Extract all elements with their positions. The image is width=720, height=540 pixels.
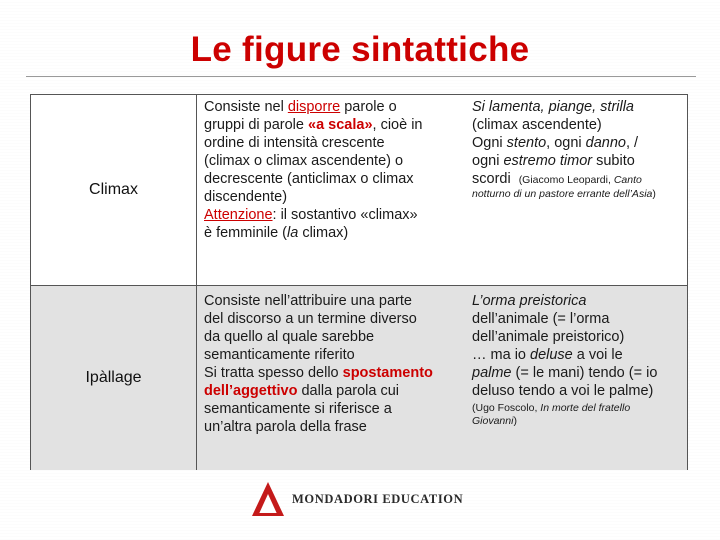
def-line bbox=[204, 224, 460, 242]
text: , / bbox=[626, 135, 639, 151]
source-citation bbox=[472, 415, 683, 428]
example-line: Si lamenta, piange, strilla bbox=[472, 99, 634, 115]
figures-table bbox=[30, 94, 688, 470]
term-cell bbox=[31, 95, 196, 285]
example-cell bbox=[466, 95, 687, 285]
text: subito bbox=[592, 153, 635, 169]
term-cell bbox=[31, 286, 196, 470]
italic-text: In morte del fratello bbox=[540, 402, 631, 414]
text: gruppi di parole bbox=[204, 117, 308, 133]
example-cell bbox=[466, 286, 687, 470]
text: (Giacomo Leopardi, bbox=[518, 174, 614, 186]
example-line bbox=[472, 134, 683, 152]
def-line: da quello al quale sarebbe bbox=[204, 329, 375, 345]
italic-text: danno bbox=[585, 135, 626, 151]
highlight: Attenzione bbox=[204, 207, 273, 223]
title-divider bbox=[26, 76, 696, 77]
example-line bbox=[472, 152, 683, 170]
example-line: dell’animale preistorico) bbox=[472, 329, 625, 345]
text: è femminile ( bbox=[204, 225, 287, 241]
example-line bbox=[472, 346, 683, 364]
def-line: semanticamente riferito bbox=[204, 347, 355, 363]
text: (Ugo Foscolo, bbox=[472, 402, 541, 414]
source-citation bbox=[472, 188, 683, 201]
def-line: un’altra parola della frase bbox=[204, 419, 367, 435]
text: … ma io bbox=[472, 347, 531, 363]
source-citation bbox=[472, 402, 683, 415]
text: dalla parola cui bbox=[297, 383, 400, 399]
def-line: discendente) bbox=[204, 189, 288, 205]
table-row-climax bbox=[31, 95, 687, 285]
term-ipallage: Ipàllage bbox=[85, 369, 142, 386]
highlight: spostamento bbox=[342, 365, 433, 381]
italic-text: Canto bbox=[613, 174, 642, 186]
mondadori-rose-icon bbox=[248, 480, 288, 520]
text: ) bbox=[652, 188, 656, 200]
def-line: semanticamente si riferisce a bbox=[204, 401, 392, 417]
highlight: dell’aggettivo bbox=[204, 383, 298, 399]
def-line: Consiste nell’attribuire una parte bbox=[204, 293, 412, 309]
italic-text: palme bbox=[472, 365, 512, 381]
def-line: decrescente (anticlimax o climax bbox=[204, 171, 414, 187]
publisher-logo bbox=[248, 480, 478, 520]
text: Si tratta spesso dello bbox=[204, 365, 343, 381]
example-line bbox=[472, 364, 683, 382]
example-line: deluso tendo a voi le palme) bbox=[472, 383, 654, 399]
italic-text: estremo timor bbox=[503, 153, 593, 169]
text: : il sostantivo «climax» bbox=[272, 207, 418, 223]
text: ogni bbox=[472, 153, 504, 169]
text: climax) bbox=[298, 225, 349, 241]
definition-cell bbox=[196, 286, 466, 470]
def-line: ordine di intensità crescente bbox=[204, 135, 385, 151]
text: Ogni bbox=[472, 135, 507, 151]
def-line bbox=[204, 206, 460, 224]
highlight: «a scala» bbox=[308, 117, 373, 133]
italic-text: stento bbox=[506, 135, 547, 151]
example-line: (climax ascendente) bbox=[472, 117, 602, 133]
def-line bbox=[204, 116, 460, 134]
text: scordi bbox=[472, 171, 511, 187]
highlight: disporre bbox=[287, 99, 341, 115]
term-climax: Climax bbox=[89, 181, 138, 198]
def-line: (climax o climax ascendente) o bbox=[204, 153, 404, 169]
example-line: L’orma preistorica bbox=[472, 293, 587, 309]
definition-cell bbox=[196, 95, 466, 285]
italic-text: deluse bbox=[530, 347, 573, 363]
source-citation bbox=[519, 174, 642, 186]
italic-text: notturno di un pastore errante dell’Asia bbox=[472, 188, 653, 200]
def-line bbox=[204, 382, 460, 400]
table-row-ipallage bbox=[31, 285, 687, 470]
example-line: dell’animale (= l’orma bbox=[472, 311, 610, 327]
def-line bbox=[204, 98, 460, 116]
text: parole o bbox=[340, 99, 397, 115]
text: (= le mani) tendo (= io bbox=[511, 365, 658, 381]
italic-text: Giovanni bbox=[472, 415, 514, 427]
text: Consiste nel bbox=[204, 99, 288, 115]
text: ) bbox=[513, 415, 517, 427]
text: , ogni bbox=[546, 135, 586, 151]
example-line bbox=[472, 170, 683, 188]
slide-title: Le figure sintattiche bbox=[190, 30, 530, 69]
publisher-name: MONDADORI EDUCATION bbox=[292, 492, 464, 506]
italic-text: la bbox=[287, 225, 299, 241]
def-line bbox=[204, 364, 460, 382]
def-line: del discorso a un termine diverso bbox=[204, 311, 417, 327]
text: , cioè in bbox=[372, 117, 423, 133]
text: a voi le bbox=[572, 347, 623, 363]
